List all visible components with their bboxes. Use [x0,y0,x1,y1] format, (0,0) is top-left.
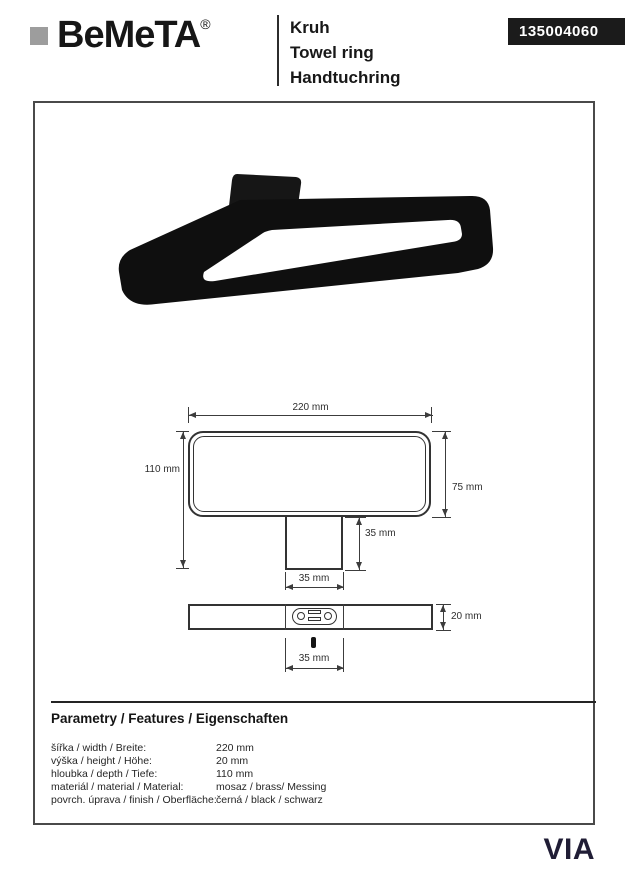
section-divider [51,701,596,703]
product-names [290,15,401,90]
header-divider [277,15,279,86]
arrow-right-icon [337,665,344,671]
arrow-down-icon [440,622,446,629]
dim-mount-width-label: 35 mm [298,573,330,584]
dim-total-height-line [183,431,184,568]
arrow-left-icon [286,584,293,590]
arrow-up-icon [356,518,362,525]
brand-text: BeMeTA [57,14,201,56]
param-value: 110 mm [216,768,254,780]
product-name-en: Towel ring [290,43,374,62]
registered-mark: ® [200,16,211,32]
arrow-up-icon [180,432,186,439]
arrow-down-icon [356,562,362,569]
dim-total-height-label: 110 mm [144,464,180,475]
product-name-cs: Kruh [290,18,330,37]
product-photo [88,138,528,338]
dim-width-label: 220 mm [292,402,329,413]
profile-divider-right [343,604,344,630]
param-value: mosaz / brass/ Messing [216,781,327,793]
dim-width-line [188,415,433,416]
dim-mount-tick-bottom [345,570,366,571]
arrow-right-icon [337,584,344,590]
mount-slot-top [308,610,321,614]
parameters-heading: Parametry / Features / Eigenschaften [51,711,289,726]
arrow-left-icon [189,412,196,418]
screw-hole-left [297,612,305,620]
profile-divider-left [285,604,286,630]
param-label: povrch. úprava / finish / Oberfläche: [51,794,217,806]
drawing-mount-block [285,517,343,570]
product-code-badge: 135004060 [508,18,625,45]
dim-bottom-width-line [285,668,343,669]
param-label: materiál / material / Material: [51,781,184,793]
arrow-left-icon [286,665,293,671]
arrow-up-icon [442,432,448,439]
series-logo: VIA [543,833,595,866]
dim-depth-label: 20 mm [451,611,482,622]
dim-ring-tick-bottom [432,517,451,518]
arrow-up-icon [440,605,446,612]
dim-ring-height-label: 75 mm [452,482,483,493]
logo-square-icon [30,27,48,45]
brand-logo [57,14,211,57]
dim-bottom-width-label: 35 mm [298,653,330,664]
arrow-right-icon [425,412,432,418]
dim-total-tick-bottom [176,568,189,569]
product-name-de: Handtuchring [290,68,401,87]
ring-shape [119,196,493,305]
param-value: 220 mm [216,742,254,754]
dim-depth-tick-bottom [436,630,451,631]
param-label: výška / height / Höhe: [51,755,152,767]
center-pin [311,637,316,648]
arrow-down-icon [442,509,448,516]
drawing-ring-inner-outline [193,436,426,512]
param-value: 20 mm [216,755,249,767]
dim-ring-height-line [445,431,446,517]
screw-hole-right [324,612,332,620]
mount-slot-bottom [308,617,321,621]
dim-mount-height-label: 35 mm [365,528,396,539]
dim-mount-width-line [285,587,343,588]
param-value: černá / black / schwarz [216,794,323,806]
arrow-down-icon [180,560,186,567]
param-label: šířka / width / Breite: [51,742,147,754]
param-label: hloubka / depth / Tiefe: [51,768,158,780]
